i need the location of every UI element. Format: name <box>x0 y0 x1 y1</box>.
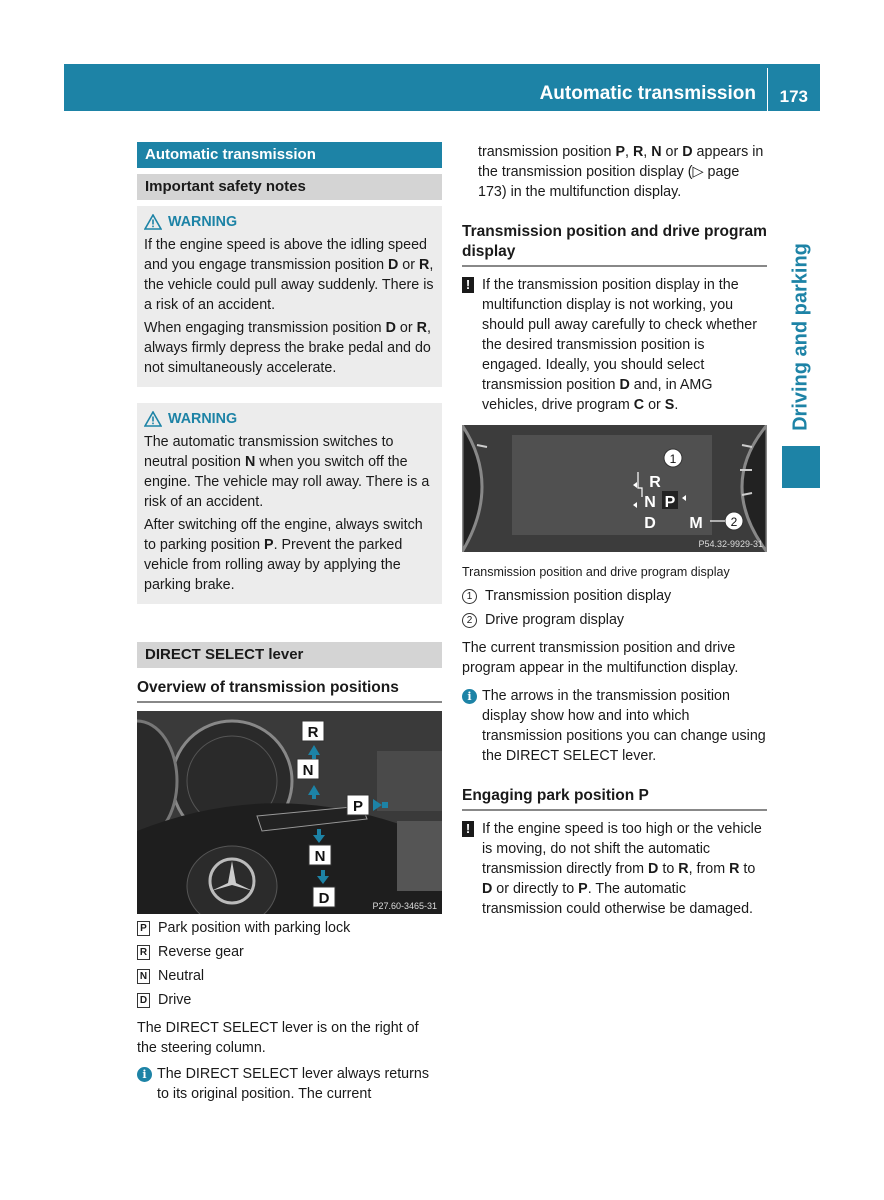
continued-text: transmission position P, R, N or D appears in the transmission position display (▷ page 173) in the multifunction display. <box>478 144 764 200</box>
callout-2: 2 <box>730 515 738 529</box>
warning-box <box>137 206 442 387</box>
figure-caption: Transmission position and drive program display <box>462 565 730 579</box>
figure-code: P54.32-9929-31 <box>698 539 763 549</box>
display-illustration <box>462 425 767 552</box>
exclamation-icon: ! <box>462 821 474 837</box>
legend-item: N Neutral <box>137 966 442 986</box>
lever-section-title: DIRECT SELECT lever <box>137 642 442 668</box>
warning-title: WARNING <box>144 409 435 429</box>
warning-triangle-icon <box>144 411 162 427</box>
callout-1: 1 <box>669 452 677 466</box>
display-label-m: M <box>689 515 703 532</box>
warning-text: When engaging transmission position D or R, always firmly depress the brake pedal and do not simultaneously accelerate. <box>144 320 431 376</box>
callout-number: 1 <box>462 589 477 604</box>
legend-item: P Park position with parking lock <box>137 918 442 938</box>
lever-label-n: N <box>314 848 326 865</box>
display-legend <box>462 586 767 630</box>
lever-illustration <box>137 711 442 914</box>
figure-code: P27.60-3465-31 <box>372 901 437 911</box>
legend-item: D Drive <box>137 990 442 1010</box>
page-number: 173 <box>779 87 808 106</box>
info-icon: i <box>462 689 477 704</box>
key-symbol: R <box>137 945 150 960</box>
info-icon: i <box>137 1067 152 1082</box>
lever-label-p: P <box>352 798 364 815</box>
warning-title: WARNING <box>144 212 435 232</box>
caution-note: ! If the engine speed is too high or the vehicle is moving, do not shift the automatic transmission directly from D to R, from R to D or directly to P. The automatic transmission could otherwise be damaged. <box>462 819 767 919</box>
display-label-r: R <box>649 474 661 491</box>
left-column <box>137 142 442 1104</box>
header-bar <box>64 64 820 111</box>
overview-heading: Overview of transmission positions <box>137 678 442 703</box>
lever-figure <box>137 711 442 914</box>
warning-text: After switching off the engine, always switch to parking position P. Prevent the parked vehicle from rolling away by applying the parking brake. <box>144 517 423 593</box>
caution-note: ! If the transmission position display in the multifunction display is not working, you should pull away carefully to check whether the desired transmission position is engaged. Ideally, you should select transmission position D and, in AMG vehicles, drive program C or S. <box>462 275 767 415</box>
body-text: The current transmission position and drive program appear in the multifunction display. <box>462 640 739 676</box>
display-label-p: P <box>664 494 676 511</box>
warning-box <box>137 403 442 604</box>
display-label-n: N <box>644 494 656 511</box>
warning-text: The automatic transmission switches to neutral position N when you switch off the engine. The vehicle may roll away. There is a risk of an accident. <box>144 434 430 510</box>
display-heading: Transmission position and drive program display <box>462 222 767 267</box>
exclamation-icon: ! <box>462 277 474 293</box>
key-symbol: P <box>137 921 150 936</box>
info-note: i The arrows in the transmission position display show how and into which transmission positions you can change using the DIRECT SELECT lever. <box>462 686 767 766</box>
park-heading: Engaging park position P <box>462 786 767 811</box>
page-header-title: Automatic transmission <box>539 83 756 104</box>
warning-triangle-icon <box>144 214 162 230</box>
header-divider <box>767 68 768 111</box>
key-symbol: N <box>137 969 150 984</box>
position-legend <box>137 918 442 1010</box>
legend-item: 2 Drive program display <box>462 610 767 630</box>
info-note: i The DIRECT SELECT lever always returns to its original position. The current <box>137 1064 442 1104</box>
lever-label-n: N <box>302 762 314 779</box>
legend-item: 1 Transmission position display <box>462 586 767 606</box>
side-tab-label: Driving and parking <box>789 243 812 431</box>
lever-label-r: R <box>307 724 319 741</box>
callout-number: 2 <box>462 613 477 628</box>
display-label-d: D <box>644 515 656 532</box>
body-text: The DIRECT SELECT lever is on the right of the steering column. <box>137 1020 419 1056</box>
key-symbol: D <box>137 993 150 1008</box>
warning-text: If the engine speed is above the idling speed and you engage transmission position D or R, the vehicle could pull away suddenly. There is a risk of an accident. <box>144 237 434 313</box>
right-column <box>462 142 767 919</box>
legend-item: R Reverse gear <box>137 942 442 962</box>
section-title: Automatic transmission <box>137 142 442 168</box>
lever-label-d: D <box>318 890 330 907</box>
subsection-title: Important safety notes <box>137 174 442 200</box>
side-tab-marker <box>782 446 820 488</box>
display-figure <box>462 425 767 552</box>
